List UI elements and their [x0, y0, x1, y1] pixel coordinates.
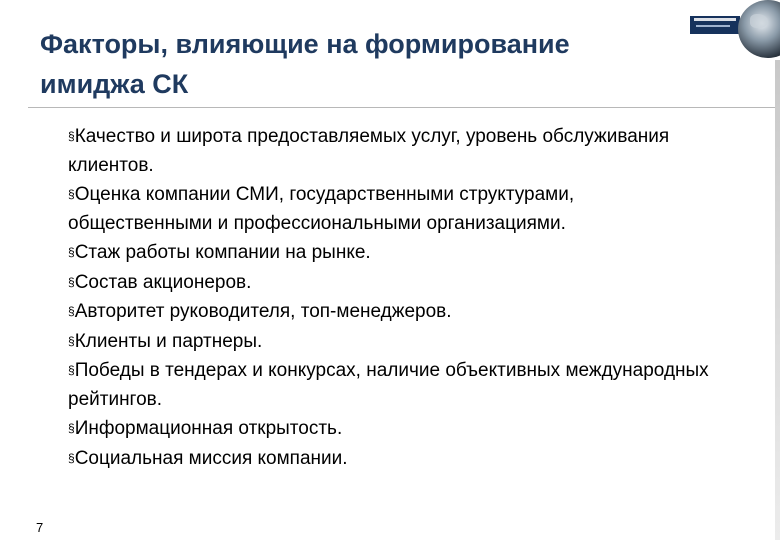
- list-item-text: Клиенты и партнеры.: [74, 330, 263, 352]
- company-logo: [690, 16, 740, 34]
- bullet-marker: §: [68, 274, 75, 289]
- list-item: [68, 327, 718, 357]
- list-item-text: Качество и широта предоставляемых услуг, уровень обслуживания клиентов.: [68, 126, 670, 176]
- page-number: 7: [36, 520, 44, 535]
- list-item-text: Авторитет руководителя, топ-менеджеров.: [74, 301, 452, 322]
- bullet-marker: §: [68, 333, 75, 348]
- list-item-text: Социальная миссия компании.: [74, 447, 348, 469]
- bullet-marker: §: [68, 421, 75, 435]
- bullet-marker: §: [68, 245, 75, 259]
- bullet-marker: §: [68, 129, 75, 143]
- bullet-list: [68, 122, 718, 473]
- list-item: [68, 268, 718, 298]
- list-item-text: Состав акционеров.: [74, 271, 252, 293]
- list-item-text: Стаж работы компании на рынке.: [74, 242, 371, 263]
- slide-title: Факторы, влияющие на формирование имиджа СК: [40, 29, 570, 99]
- list-item-text: Победы в тендерах и конкурсах, наличие объективных международных рейтингов.: [68, 360, 709, 410]
- bullet-marker: §: [68, 363, 75, 377]
- logo-wordmark: [694, 18, 736, 21]
- list-item-text: Информационная открытость.: [74, 418, 343, 439]
- globe-icon: [738, 0, 780, 58]
- title-divider: [28, 107, 780, 108]
- bullet-marker: §: [68, 304, 75, 318]
- bullet-marker: §: [68, 187, 75, 201]
- list-item: [68, 414, 718, 444]
- side-decoration: [775, 60, 780, 540]
- list-item: [68, 238, 718, 268]
- logo-tagline: [696, 25, 730, 27]
- list-item: [68, 122, 718, 180]
- globe-landmass: [750, 14, 768, 28]
- bullet-marker: §: [68, 450, 75, 465]
- list-item: [68, 297, 718, 327]
- list-item: [68, 356, 718, 414]
- list-item: [68, 444, 718, 474]
- list-item-text: Оценка компании СМИ, государственными структурами, общественными и профессиональными организациями.: [68, 184, 575, 234]
- list-item: [68, 180, 718, 238]
